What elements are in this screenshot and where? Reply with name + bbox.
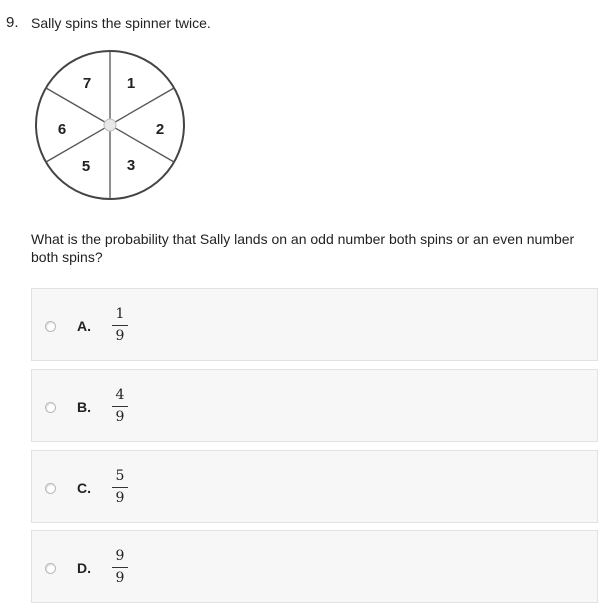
radio-c[interactable] [45,483,56,494]
fraction-numerator: 9 [115,548,125,564]
spinner-label-3: 3 [126,157,136,174]
choice-fraction [112,387,128,425]
choice-letter: C. [77,480,91,496]
choice-letter: A. [77,318,91,334]
fraction-numerator: 1 [115,306,125,322]
radio-a[interactable] [45,321,56,332]
choice-fraction [112,468,128,506]
choice-c[interactable] [31,450,598,523]
question-number: 9. [6,14,19,31]
choice-d[interactable] [31,530,598,603]
choice-b[interactable] [31,369,598,442]
fraction-denominator: 9 [115,490,125,506]
radio-b[interactable] [45,402,56,413]
fraction-denominator: 9 [115,328,125,344]
question-prompt: What is the probability that Sally lands on an odd number both spins or an even number both spins? [31,231,575,265]
fraction-numerator: 4 [115,387,125,403]
choice-fraction [112,306,128,344]
fraction-bar [112,406,128,407]
spinner-diagram [34,50,190,200]
spinner-label-7: 7 [82,75,92,92]
radio-d[interactable] [45,563,56,574]
choice-a[interactable] [31,288,598,361]
fraction-bar [112,487,128,488]
fraction-bar [112,567,128,568]
fraction-bar [112,325,128,326]
spinner-label-2: 2 [155,121,165,138]
question-text: Sally spins the spinner twice. [31,15,211,31]
spinner-label-5: 5 [81,158,91,175]
fraction-numerator: 5 [115,468,125,484]
choice-letter: D. [77,560,91,576]
choice-fraction [112,548,128,586]
fraction-denominator: 9 [115,570,125,586]
spinner-label-6: 6 [57,121,67,138]
spinner-label-1: 1 [126,75,136,92]
choice-letter: B. [77,399,91,415]
fraction-denominator: 9 [115,409,125,425]
